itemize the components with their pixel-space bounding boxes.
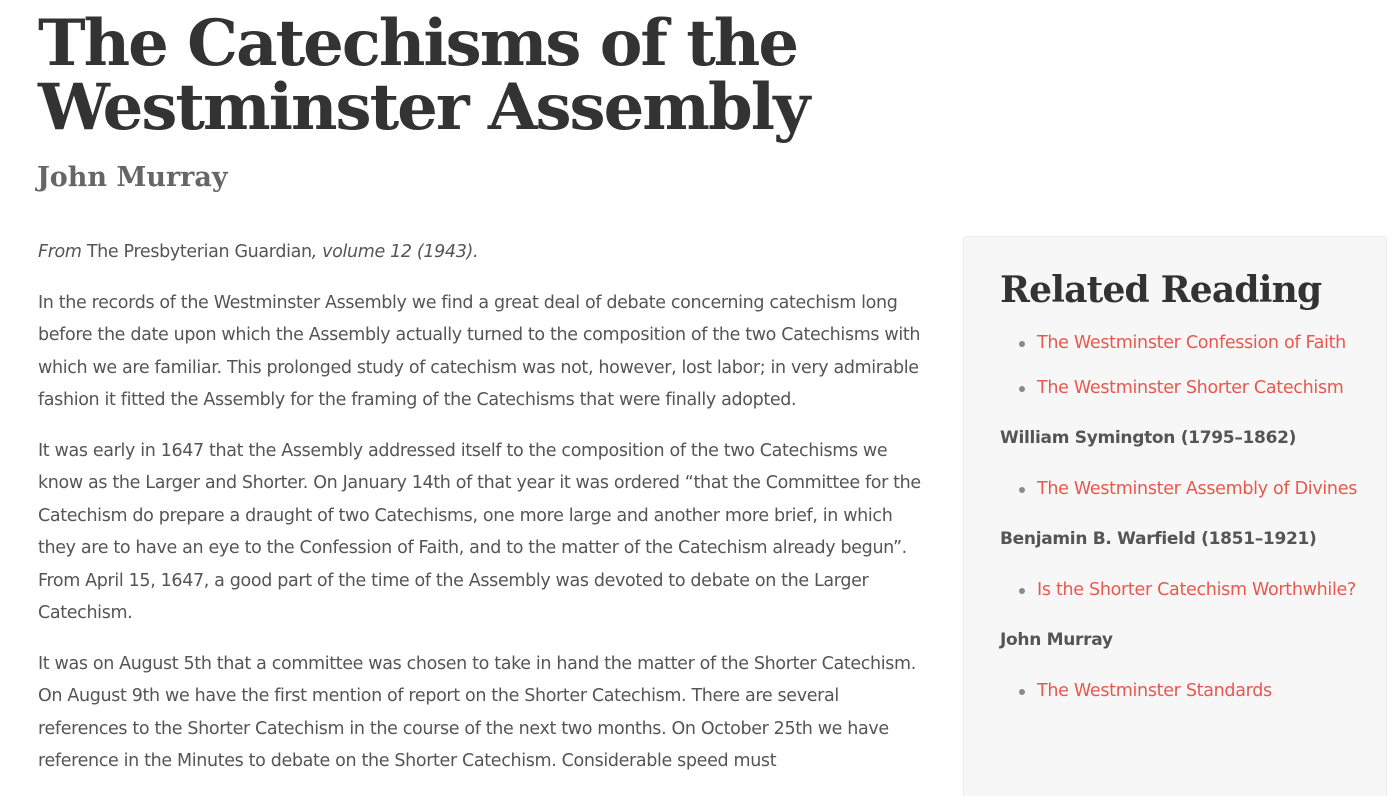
list-item bbox=[1037, 473, 1370, 506]
article-paragraph: It was on August 5th that a committee was chosen to take in hand the matter of the Shorter Catechism. On August 9th we have the first mention of report on the Shorter Catechism. There are several references to the Shorter Catechism in the course of the next two months. On October 25th we have reference in the Minutes to debate on the Shorter Catechism. Considerable speed must bbox=[38, 653, 916, 771]
article-body bbox=[38, 236, 928, 796]
sidebar-title: Related Reading bbox=[1000, 269, 1322, 311]
source-prefix: From bbox=[38, 242, 82, 262]
link-westminster-assembly-divines[interactable]: The Westminster Assembly of Divines bbox=[1037, 478, 1358, 499]
author-heading-symington: William Symington (1795–1862) bbox=[1000, 428, 1297, 448]
author-heading-murray: John Murray bbox=[1000, 630, 1113, 650]
author-heading-warfield: Benjamin B. Warfield (1851–1921) bbox=[1000, 529, 1317, 549]
list-item bbox=[1037, 327, 1370, 360]
list-item bbox=[1037, 574, 1370, 607]
article-paragraph: In the records of the Westminster Assembly we find a great deal of debate concerning catechism long before the date upon which the Assembly actually turned to the composition of the two Catechisms with which we are familiar. This prolonged study of catechism was not, however, lost labor; in very admirable fashion it fitted the Assembly for the framing of the Catechisms that were finally adopted. bbox=[38, 292, 921, 410]
list-item bbox=[1037, 675, 1370, 708]
sidebar-content bbox=[1000, 327, 1370, 725]
link-westminster-confession[interactable]: The Westminster Confession of Faith bbox=[1037, 333, 1346, 353]
link-shorter-catechism-worthwhile[interactable]: Is the Shorter Catechism Worthwhile? bbox=[1037, 579, 1357, 600]
source-suffix: , volume 12 (1943). bbox=[311, 242, 479, 262]
article-paragraph: It was early in 1647 that the Assembly addressed itself to the composition of the two Catechisms we know as the Larger and Shorter. On January 14th of that year it was ordered “that the Committee for the Catechism do prepare a draught of two Catechisms, one more large and another more brief, in which they are to have an eye to the Confession of Faith, and to the matter of the Catechism already begun”. From April 15, 1647, a good part of the time of the Assembly was devoted to debate on the Larger Catechism. bbox=[38, 440, 921, 623]
related-reading-sidebar bbox=[963, 236, 1387, 796]
related-links-list bbox=[1000, 574, 1370, 607]
related-links-list bbox=[1000, 327, 1370, 404]
source-line bbox=[38, 236, 928, 269]
related-links-list bbox=[1000, 675, 1370, 708]
list-item bbox=[1037, 372, 1370, 405]
source-publication: The Presbyterian Guardian bbox=[86, 242, 312, 262]
page-title: The Catechisms of the Westminster Assembly bbox=[38, 6, 809, 145]
link-westminster-standards[interactable]: The Westminster Standards bbox=[1037, 680, 1272, 701]
link-westminster-shorter-catechism[interactable]: The Westminster Shorter Catechism bbox=[1037, 377, 1344, 398]
author-name: John Murray bbox=[37, 162, 228, 193]
related-links-list bbox=[1000, 473, 1370, 506]
